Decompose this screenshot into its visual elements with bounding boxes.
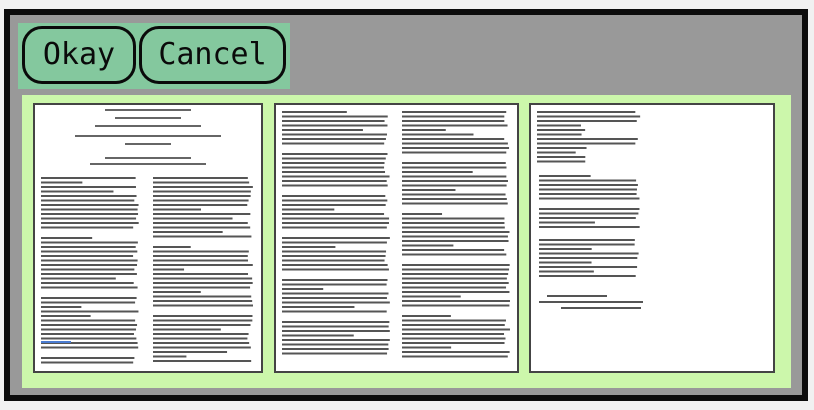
text-line bbox=[539, 222, 595, 224]
text-line bbox=[282, 293, 388, 295]
text-line bbox=[125, 143, 171, 145]
text-line bbox=[402, 338, 505, 340]
text-line bbox=[402, 189, 455, 191]
text-line bbox=[539, 180, 636, 182]
text-line bbox=[539, 271, 594, 273]
text-line bbox=[153, 342, 249, 344]
text-line bbox=[547, 295, 607, 297]
text-line bbox=[41, 177, 136, 179]
text-line bbox=[41, 311, 138, 313]
text-line bbox=[41, 282, 134, 284]
text-line bbox=[537, 161, 585, 163]
text-line bbox=[153, 305, 253, 307]
text-line bbox=[41, 302, 135, 304]
text-line bbox=[402, 111, 506, 113]
text-line bbox=[402, 296, 461, 298]
text-line bbox=[153, 209, 201, 211]
text-line bbox=[41, 255, 133, 257]
text-line bbox=[561, 307, 641, 309]
text-line bbox=[282, 222, 389, 224]
text-line bbox=[153, 251, 249, 253]
text-line bbox=[402, 324, 505, 326]
text-line bbox=[41, 204, 139, 206]
text-line bbox=[153, 200, 249, 202]
text-line bbox=[41, 222, 139, 224]
text-line bbox=[41, 333, 134, 335]
text-line bbox=[153, 291, 201, 293]
text-line bbox=[153, 191, 251, 193]
text-line bbox=[105, 157, 191, 159]
text-line bbox=[153, 282, 253, 284]
text-line bbox=[539, 175, 591, 177]
text-line bbox=[153, 296, 251, 298]
text-line bbox=[402, 231, 509, 233]
text-line bbox=[537, 120, 637, 122]
text-line bbox=[282, 302, 390, 304]
text-line bbox=[402, 282, 509, 284]
text-line bbox=[153, 186, 253, 188]
text-line bbox=[537, 116, 640, 118]
text-line bbox=[539, 301, 643, 303]
text-line bbox=[402, 134, 473, 136]
text-line bbox=[539, 257, 637, 259]
text-line bbox=[41, 242, 138, 244]
text-line bbox=[153, 287, 250, 289]
text-line bbox=[282, 284, 387, 286]
text-line bbox=[41, 218, 136, 220]
text-line bbox=[105, 109, 191, 111]
text-line bbox=[539, 253, 639, 255]
text-line bbox=[282, 335, 354, 337]
text-line bbox=[41, 320, 135, 322]
text-line bbox=[402, 245, 453, 247]
text-line bbox=[539, 217, 636, 219]
text-line bbox=[41, 237, 92, 239]
text-line bbox=[282, 251, 386, 253]
page-thumbnail-strip bbox=[22, 95, 791, 388]
text-line bbox=[539, 248, 592, 250]
text-line bbox=[153, 204, 247, 206]
text-line bbox=[402, 305, 509, 307]
text-line bbox=[282, 255, 386, 257]
text-line bbox=[402, 218, 504, 220]
text-line bbox=[282, 129, 363, 131]
text-line bbox=[282, 246, 335, 248]
text-line bbox=[282, 138, 386, 140]
text-line bbox=[402, 264, 510, 266]
text-line bbox=[153, 329, 221, 331]
text-line bbox=[539, 213, 638, 215]
text-line bbox=[539, 208, 639, 210]
text-line bbox=[41, 269, 134, 271]
text-line bbox=[282, 348, 389, 350]
text-line bbox=[402, 249, 504, 251]
text-line bbox=[539, 198, 639, 200]
page-thumbnail-1[interactable] bbox=[33, 103, 263, 373]
text-line bbox=[153, 315, 252, 317]
text-line bbox=[402, 171, 473, 173]
text-line bbox=[539, 226, 640, 228]
text-line bbox=[41, 191, 113, 193]
text-line bbox=[41, 306, 81, 308]
text-line bbox=[282, 353, 387, 355]
text-line bbox=[537, 111, 635, 113]
text-line bbox=[402, 120, 504, 122]
text-line bbox=[153, 227, 250, 229]
text-line bbox=[115, 117, 181, 119]
text-line bbox=[282, 344, 388, 346]
text-line bbox=[402, 222, 504, 224]
text-line bbox=[282, 213, 384, 215]
text-line bbox=[41, 186, 136, 188]
text-line bbox=[153, 351, 227, 353]
text-line bbox=[153, 269, 184, 271]
text-line bbox=[153, 347, 251, 349]
text-line bbox=[282, 279, 387, 281]
text-line bbox=[537, 156, 585, 158]
text-line bbox=[537, 129, 585, 131]
text-line bbox=[402, 138, 504, 140]
text-line bbox=[402, 333, 504, 335]
text-line bbox=[41, 246, 136, 248]
text-line bbox=[41, 324, 137, 326]
text-line bbox=[402, 329, 510, 331]
text-line bbox=[539, 262, 592, 264]
text-line bbox=[153, 218, 233, 220]
text-line bbox=[402, 180, 508, 182]
text-line bbox=[41, 209, 138, 211]
text-line bbox=[402, 198, 507, 200]
text-line bbox=[539, 266, 637, 268]
text-line bbox=[402, 176, 506, 178]
text-line bbox=[282, 218, 389, 220]
page-2-text-preview bbox=[276, 105, 517, 371]
text-line bbox=[153, 222, 248, 224]
text-line bbox=[282, 176, 390, 178]
text-line bbox=[539, 189, 637, 191]
text-line bbox=[402, 227, 505, 229]
text-line bbox=[282, 167, 384, 169]
text-line bbox=[402, 300, 510, 302]
text-line bbox=[402, 351, 510, 353]
text-line bbox=[153, 264, 253, 266]
text-line bbox=[539, 275, 636, 277]
text-line bbox=[153, 255, 248, 257]
text-line bbox=[282, 242, 387, 244]
text-line bbox=[402, 278, 507, 280]
text-line bbox=[402, 143, 508, 145]
dialog-toolbar bbox=[18, 23, 290, 89]
text-line bbox=[41, 357, 134, 359]
text-line bbox=[402, 162, 506, 164]
text-line bbox=[537, 125, 581, 127]
page-picker-dialog bbox=[4, 9, 808, 401]
text-line bbox=[402, 240, 509, 242]
text-line bbox=[282, 209, 334, 211]
text-line bbox=[282, 321, 389, 323]
text-line bbox=[282, 269, 389, 271]
text-line bbox=[282, 185, 388, 187]
page-thumbnail-3[interactable] bbox=[529, 103, 775, 373]
text-line bbox=[41, 227, 133, 229]
text-line bbox=[282, 237, 390, 239]
text-line bbox=[282, 162, 385, 164]
text-line bbox=[402, 347, 451, 349]
text-line bbox=[402, 194, 506, 196]
text-line bbox=[153, 273, 248, 275]
text-line bbox=[402, 320, 506, 322]
text-line bbox=[41, 347, 138, 349]
text-line bbox=[41, 338, 136, 340]
text-line bbox=[402, 152, 506, 154]
page-3-text-preview bbox=[531, 105, 773, 371]
text-line bbox=[153, 320, 252, 322]
text-line bbox=[402, 315, 451, 317]
text-line bbox=[90, 163, 206, 165]
okay-button[interactable]: Okay bbox=[22, 26, 136, 84]
text-line bbox=[282, 288, 323, 290]
text-line bbox=[282, 195, 385, 197]
text-line bbox=[402, 356, 508, 358]
text-line bbox=[539, 244, 635, 246]
text-line bbox=[282, 143, 384, 145]
text-line bbox=[402, 147, 509, 149]
text-line bbox=[537, 138, 638, 140]
text-line bbox=[282, 171, 385, 173]
text-line bbox=[402, 185, 507, 187]
text-line bbox=[282, 339, 390, 341]
text-line bbox=[282, 158, 386, 160]
text-line bbox=[153, 246, 191, 248]
page-1-text-preview bbox=[35, 105, 261, 371]
text-line bbox=[539, 184, 638, 186]
text-line bbox=[153, 360, 251, 362]
text-line bbox=[282, 116, 388, 118]
text-line bbox=[41, 200, 134, 202]
text-line bbox=[153, 231, 223, 233]
text-line bbox=[402, 342, 505, 344]
text-line bbox=[539, 239, 635, 241]
text-line bbox=[402, 167, 506, 169]
text-line bbox=[282, 134, 387, 136]
text-line bbox=[282, 204, 386, 206]
text-line bbox=[537, 152, 576, 154]
text-line bbox=[153, 324, 251, 326]
text-line bbox=[153, 300, 252, 302]
text-line bbox=[282, 153, 388, 155]
page-thumbnail-2[interactable] bbox=[274, 103, 519, 373]
text-line bbox=[41, 297, 137, 299]
text-line bbox=[153, 236, 251, 238]
text-line bbox=[402, 116, 504, 118]
text-line bbox=[75, 135, 221, 137]
text-line bbox=[41, 329, 136, 331]
text-line bbox=[402, 254, 506, 256]
text-line bbox=[153, 356, 186, 358]
text-line bbox=[41, 251, 137, 253]
text-line bbox=[282, 297, 387, 299]
text-line bbox=[282, 200, 387, 202]
text-line bbox=[402, 273, 508, 275]
text-line bbox=[402, 129, 446, 131]
text-line bbox=[282, 125, 387, 127]
text-line bbox=[153, 338, 247, 340]
text-line bbox=[41, 362, 133, 364]
text-line bbox=[402, 213, 442, 215]
text-line bbox=[153, 333, 249, 335]
text-line bbox=[41, 341, 71, 343]
text-line bbox=[41, 182, 82, 184]
text-line bbox=[41, 264, 137, 266]
text-line bbox=[282, 260, 385, 262]
text-line bbox=[402, 291, 509, 293]
text-line bbox=[402, 203, 508, 205]
text-line bbox=[282, 306, 354, 308]
text-line bbox=[41, 195, 137, 197]
text-line bbox=[153, 182, 249, 184]
text-line bbox=[153, 278, 252, 280]
text-line bbox=[539, 193, 637, 195]
cancel-button[interactable]: Cancel bbox=[139, 26, 286, 84]
text-line bbox=[153, 260, 248, 262]
text-line bbox=[41, 260, 138, 262]
text-line bbox=[282, 227, 387, 229]
text-line bbox=[41, 315, 91, 317]
text-line bbox=[41, 213, 138, 215]
text-line bbox=[282, 264, 388, 266]
text-line bbox=[402, 269, 509, 271]
text-line bbox=[41, 287, 138, 289]
text-line bbox=[282, 120, 385, 122]
text-line bbox=[95, 125, 201, 127]
text-line bbox=[282, 330, 390, 332]
text-line bbox=[153, 177, 248, 179]
text-line bbox=[402, 125, 508, 127]
text-line bbox=[402, 236, 508, 238]
text-line bbox=[537, 147, 587, 149]
text-line bbox=[282, 311, 387, 313]
text-line bbox=[41, 273, 137, 275]
text-line bbox=[402, 287, 506, 289]
text-line bbox=[537, 143, 635, 145]
text-line bbox=[537, 134, 582, 136]
text-line bbox=[153, 213, 250, 215]
text-line bbox=[41, 278, 116, 280]
text-line bbox=[282, 180, 387, 182]
text-line bbox=[153, 195, 251, 197]
text-line bbox=[282, 111, 347, 113]
text-line bbox=[282, 326, 389, 328]
